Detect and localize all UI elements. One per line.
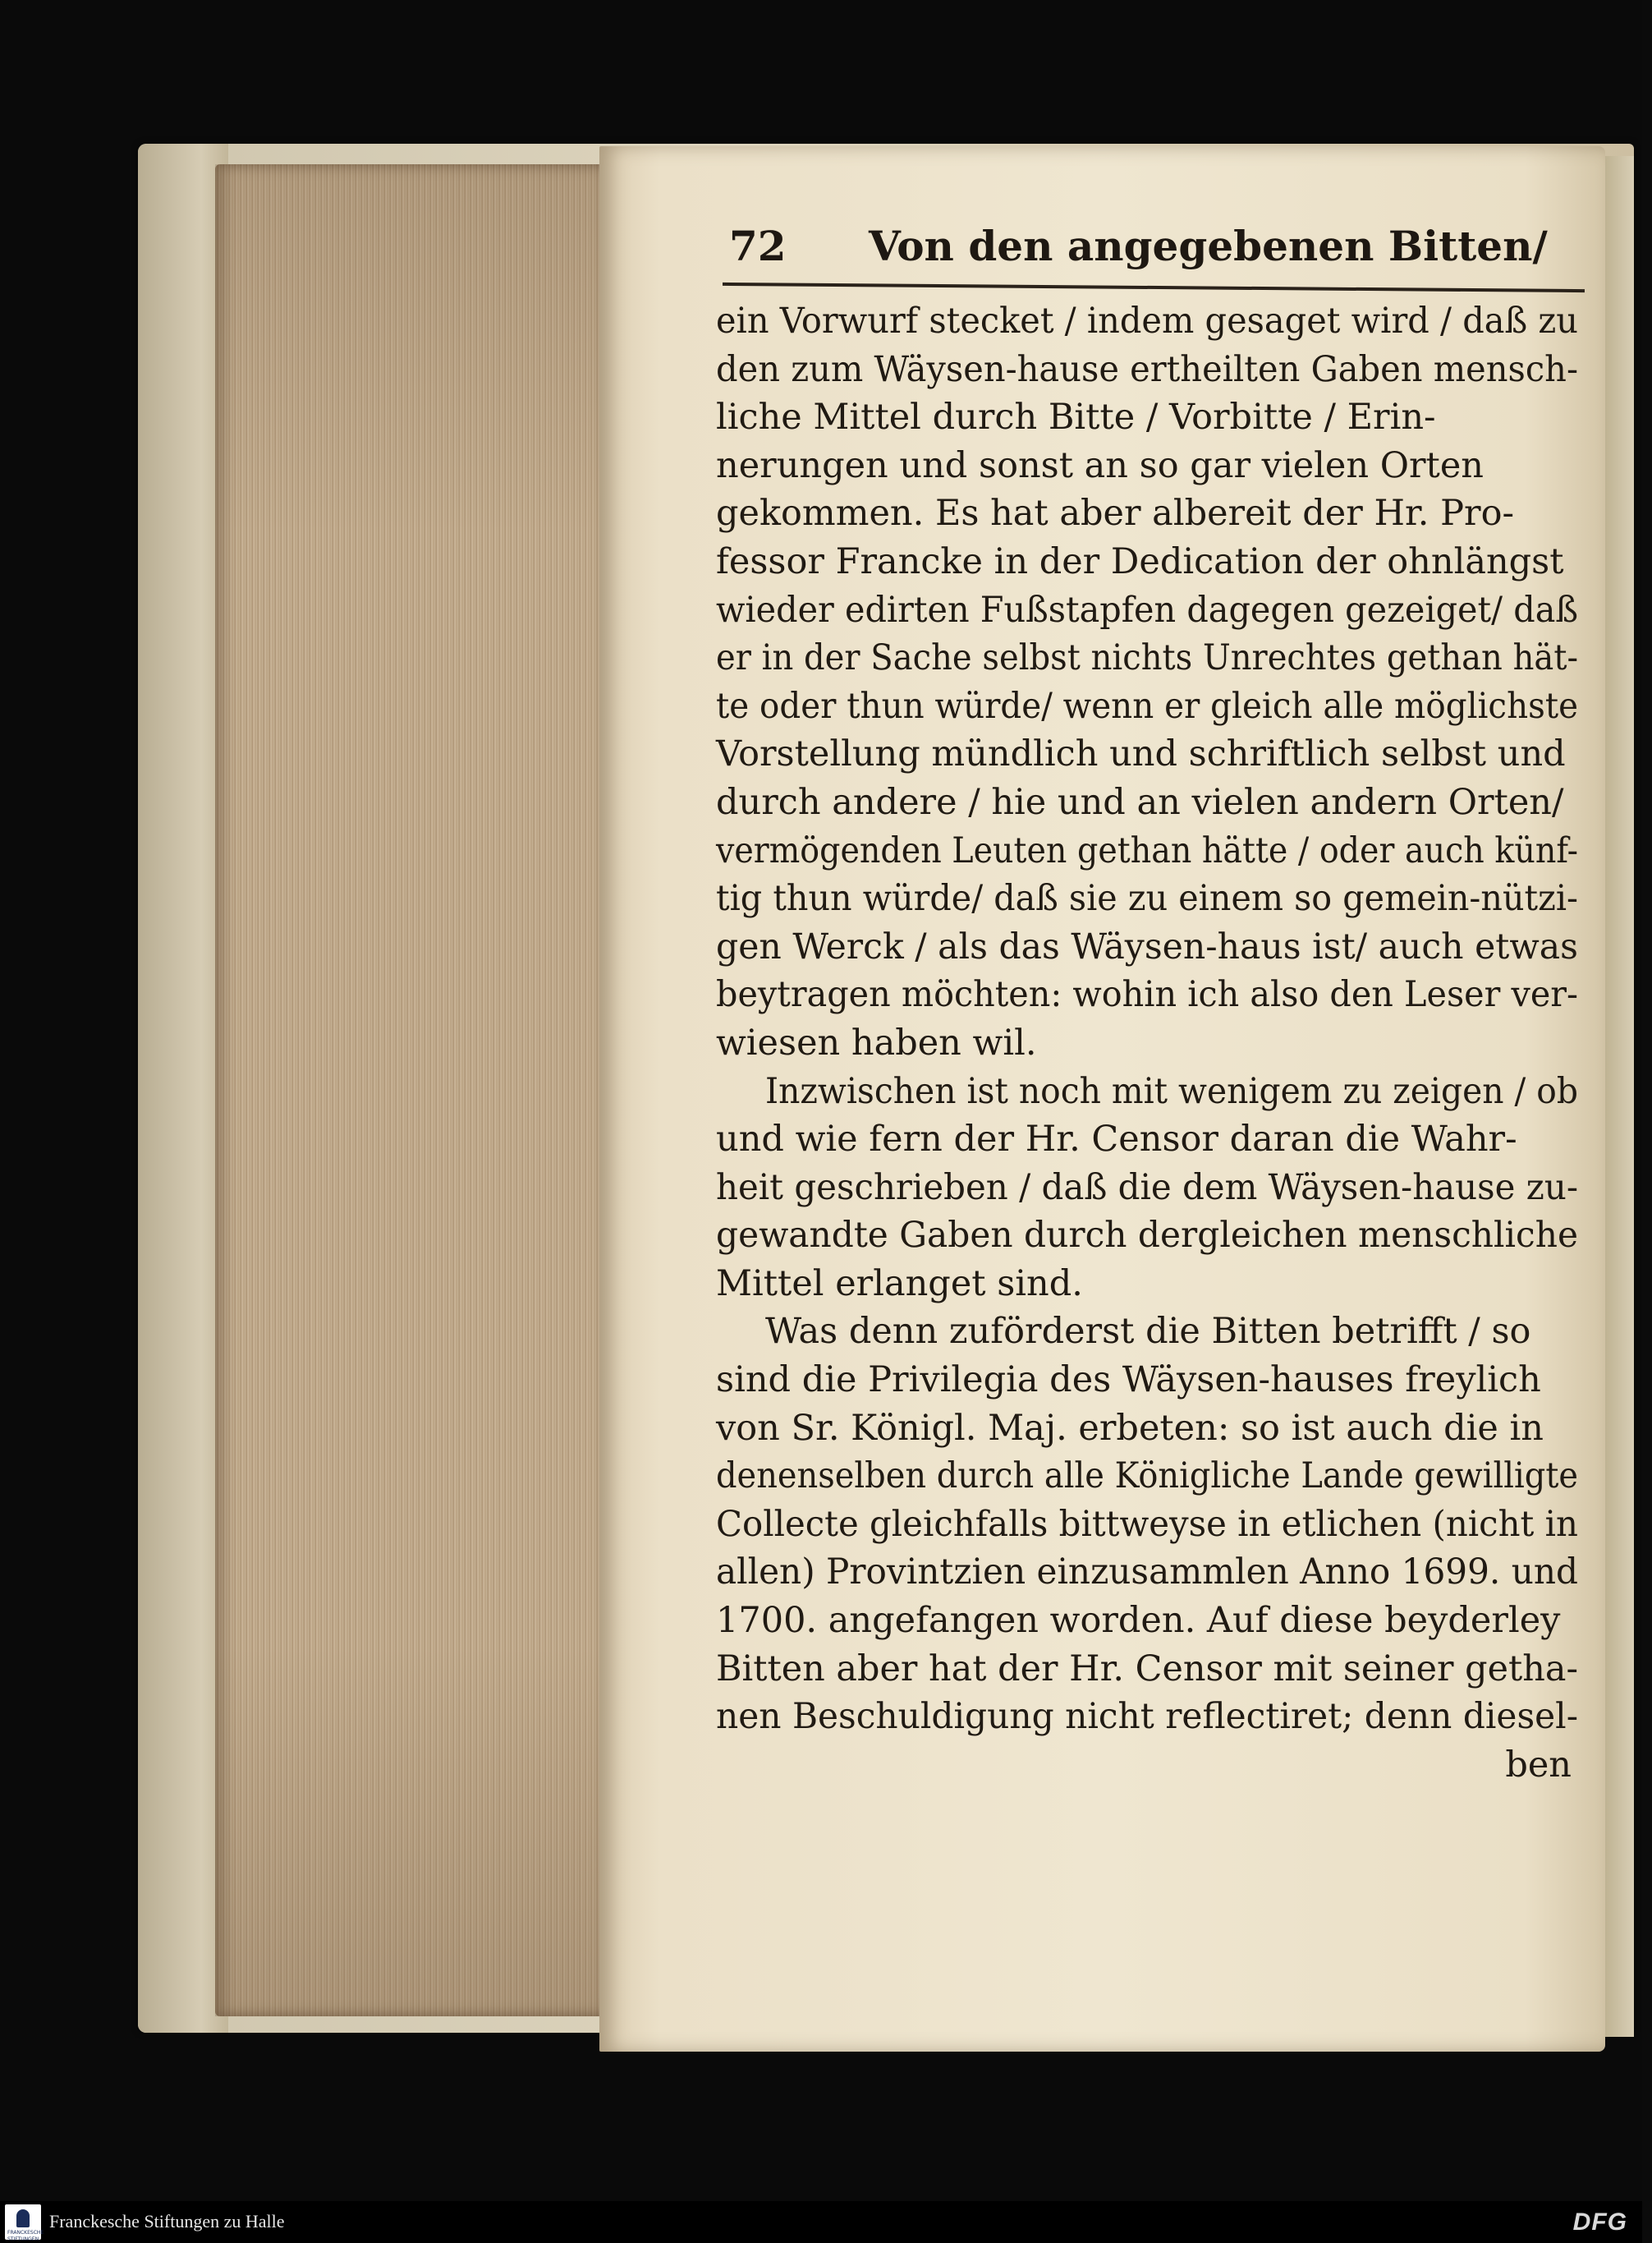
text-line: gewandte Gaben durch dergleichen menschliche	[716, 1215, 1578, 1257]
text-line: heit geschrieben / daß die dem Wäysen-hause zu-	[716, 1166, 1578, 1208]
footer-bar	[0, 2201, 1642, 2243]
text-line: 1700. angefangen worden. Auf diese beyderley	[716, 1600, 1561, 1642]
text-line: sind die Privilegia des Wäysen-hauses freylich	[716, 1359, 1541, 1401]
text-line: ein Vorwurf stecket / indem gesaget wird / daß zu	[716, 301, 1578, 342]
text-line: wieder edirten Fußstapfen dagegen gezeiget/ daß	[716, 589, 1578, 631]
text-line: allen) Provintzien einzusammlen Anno 1699. und	[716, 1551, 1578, 1593]
text-line: von Sr. Königl. Maj. erbeten: so ist auch die in	[716, 1407, 1544, 1449]
dfg-logo: DFG	[1572, 2209, 1627, 2236]
page-block-shade	[215, 164, 608, 2016]
running-head	[729, 222, 1583, 279]
text-line: liche Mittel durch Bitte / Vorbitte / Erin-	[716, 397, 1436, 439]
institution-name: Franckesche Stiftungen zu Halle	[49, 2211, 285, 2232]
institution-logo	[5, 2204, 44, 2242]
text-line: gekommen. Es hat aber albereit der Hr. Pro-	[716, 493, 1515, 535]
text-line: Vorstellung mündlich und schriftlich selbst und	[716, 733, 1566, 775]
text-line: Collecte gleichfalls bittweyse in etlichen (nicht in	[716, 1503, 1578, 1545]
text-line: Bitten aber hat der Hr. Censor mit seiner getha-	[716, 1648, 1578, 1689]
text-line: fessor Francke in der Dedication der ohnlängst	[716, 540, 1564, 582]
text-line: Was denn zuförderst die Bitten betrifft / so	[765, 1311, 1531, 1353]
text-line: nerungen und sonst an so gar vielen Orten	[716, 444, 1484, 486]
text-line: beytragen möchten: wohin ich also den Leser ver-	[716, 974, 1578, 1016]
text-line: durch andere / hie und an vielen andern Orten/	[716, 781, 1564, 823]
text-line: nen Beschuldigung nicht reflectiret; denn diesel-	[716, 1696, 1578, 1738]
text-line: tig thun würde/ daß sie zu einem so gemein-nützi-	[716, 878, 1578, 920]
text-line: Mittel erlanget sind.	[716, 1262, 1083, 1304]
text-line: wiesen haben wil.	[716, 1022, 1037, 1064]
text-line: Inzwischen ist noch mit wenigem zu zeigen / ob	[765, 1070, 1578, 1112]
text-line: vermögenden Leuten gethan hätte / oder auch künf-	[716, 830, 1578, 871]
text-line: er in der Sache selbst nichts Unrechtes gethan hät-	[716, 637, 1578, 679]
text-line: te oder thun würde/ wenn er gleich alle möglichste	[716, 685, 1578, 727]
text-line: denenselben durch alle Königliche Lande gewilligte	[716, 1455, 1578, 1497]
page-text	[716, 297, 1578, 1789]
text-line: den zum Wäysen-hause ertheilten Gaben mensch-	[716, 348, 1578, 390]
logo-text: FRANCKESCHE STIFTUNGEN	[7, 2230, 44, 2242]
page-number: 72	[729, 222, 787, 270]
logo-emblem-icon	[16, 2209, 30, 2227]
running-head-title: Von den angegebenen Bitten/	[869, 222, 1548, 270]
text-line: und wie fern der Hr. Censor daran die Wahr-	[716, 1119, 1517, 1161]
text-line: gen Werck / als das Wäysen-haus ist/ auch etwas	[716, 926, 1578, 968]
catchword: ben	[1505, 1744, 1572, 1786]
